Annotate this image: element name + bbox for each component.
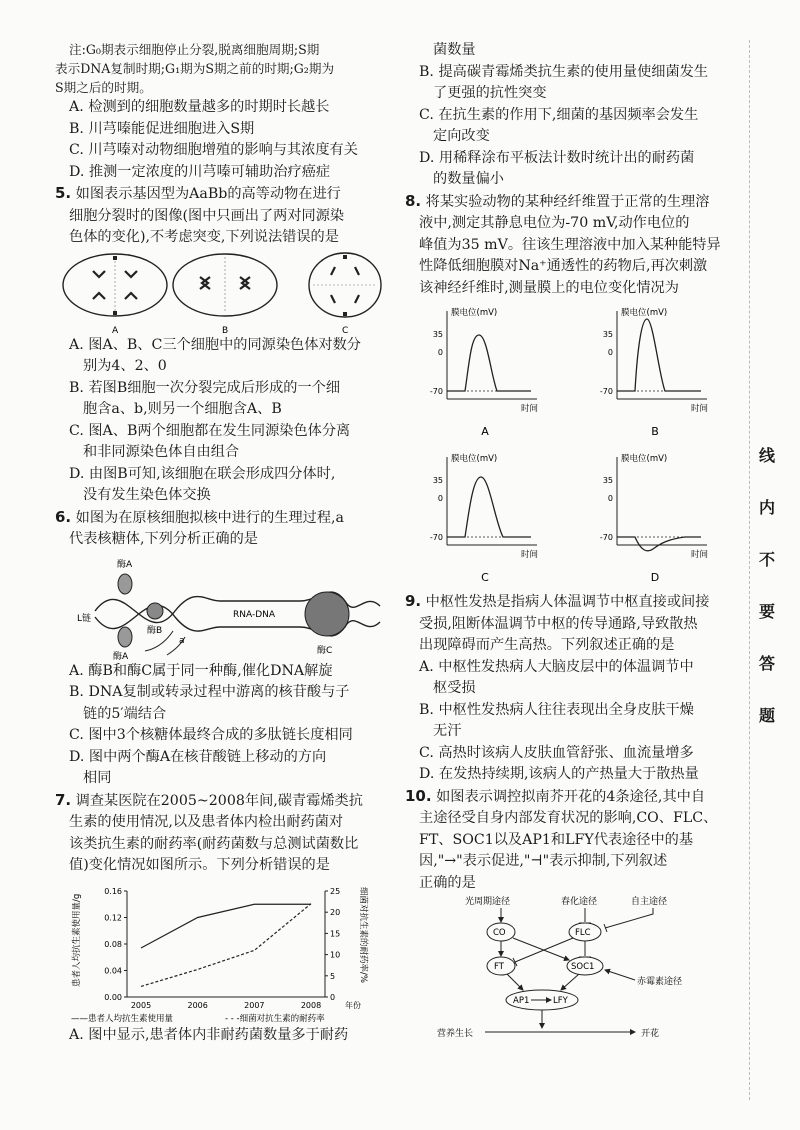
usage-series-line bbox=[141, 904, 311, 948]
margin-char: 不 bbox=[758, 550, 775, 569]
q6-option-a[interactable]: A. 酶B和酶C属于同一种酶,催化DNA解旋 bbox=[69, 662, 333, 679]
q9-option-a[interactable]: A. 中枢性发热病人大脑皮层中的体温调节中 bbox=[419, 658, 694, 675]
q7-option-c[interactable]: C. 在抗生素的作用下,细菌的基因频率会发生 bbox=[419, 106, 699, 123]
enzyme-a-top-label: 酶A bbox=[117, 559, 133, 570]
q9-option-b-cont: 无汗 bbox=[433, 723, 462, 739]
y-left-tick-label: 0.12 bbox=[104, 913, 122, 922]
q9-stem-line: 出现障碍而产生高热。下列叙述正确的是 bbox=[419, 637, 675, 653]
potential-graph-d bbox=[600, 453, 708, 584]
q4-option-a[interactable]: A. 检测到的细胞数量越多的时期时长越长 bbox=[69, 99, 330, 115]
enzyme-c-label: 酶C bbox=[317, 645, 333, 656]
graph-option-label[interactable]: B bbox=[651, 425, 659, 438]
q6-option-d[interactable]: D. 图中两个酶A在核苷酸链上移动的方向 bbox=[69, 748, 327, 765]
margin-char: 内 bbox=[758, 498, 775, 517]
q5-stem-line: 色体的变化),不考虑突变,下列说法错误的是 bbox=[69, 229, 339, 245]
soc1-gene-label: SOC1 bbox=[571, 962, 595, 972]
q5-option-b[interactable]: B. 若图B细胞一次分裂完成后形成的一个细 bbox=[69, 379, 341, 396]
q6-option-b[interactable]: B. DNA复制或转录过程中游离的核苷酸与子 bbox=[69, 684, 350, 700]
q7-number: 7. bbox=[55, 790, 72, 809]
action-potential-curve bbox=[447, 477, 531, 537]
q4-option-c[interactable]: C. 川芎嗪对动物细胞增殖的影响与其浓度有关 bbox=[69, 142, 358, 158]
tick-minus-70: -70 bbox=[599, 387, 613, 396]
graph-y-label: 膜电位(mV) bbox=[621, 308, 668, 318]
q7-option-d-cont: 的数量偏小 bbox=[433, 171, 504, 187]
margin-char: 答 bbox=[758, 654, 775, 673]
y-left-axis-label: 患者人均抗生素使用量/g bbox=[72, 893, 82, 987]
graph-option-label[interactable]: C bbox=[481, 571, 489, 584]
x-tick-label: 2007 bbox=[244, 1000, 265, 1010]
q4-option-d[interactable]: D. 推测一定浓度的川芎嗪可辅助治疗癌症 bbox=[69, 163, 331, 180]
note-line: S期之后的时期。 bbox=[55, 80, 152, 95]
q8-stem-line: 性降低细胞膜对Na⁺通透性的药物后,再次刺激 bbox=[419, 258, 708, 274]
q8-number: 8. bbox=[405, 191, 422, 210]
q10-flowering-pathway-diagram bbox=[405, 894, 735, 1044]
y-right-tick-label: 15 bbox=[330, 928, 341, 938]
potential-graph-b bbox=[600, 307, 708, 438]
tick-0: 0 bbox=[607, 494, 613, 503]
binding-line bbox=[749, 40, 750, 1100]
q6-option-c[interactable]: C. 图中3个核糖体最终合成的多肽链长度相同 bbox=[69, 727, 353, 743]
graph-x-label: 时间 bbox=[521, 404, 539, 414]
x-tick-label: 2006 bbox=[187, 1000, 208, 1010]
q9-option-a-cont: 枢受损 bbox=[433, 680, 476, 696]
q4-option-b[interactable]: B. 川芎嗪能促进细胞进入S期 bbox=[69, 120, 255, 137]
cell-c-label: C bbox=[342, 325, 349, 335]
tick-0: 0 bbox=[437, 494, 443, 503]
tick-minus-70: -70 bbox=[429, 533, 443, 542]
q5-option-a-cont: 别为4、2、0 bbox=[83, 358, 167, 374]
q9-option-d[interactable]: D. 在发热持续期,该病人的产热量大于散热量 bbox=[419, 766, 699, 782]
y-right-tick-label: 20 bbox=[330, 907, 341, 917]
tick-35: 35 bbox=[432, 476, 443, 485]
tick-35: 35 bbox=[602, 330, 613, 339]
q6-option-b-cont: 链的5′端结合 bbox=[83, 705, 167, 722]
graph-y-label: 膜电位(mV) bbox=[621, 454, 668, 464]
x-tick-label: 2005 bbox=[130, 1000, 152, 1010]
vernalization-pathway-label: 春化途径 bbox=[561, 897, 598, 907]
q7-option-a[interactable]: A. 图中显示,患者体内非耐药菌数量多于耐药 bbox=[69, 1026, 349, 1043]
cell-a-label: A bbox=[112, 325, 119, 335]
note-line: 表示DNA复制时期;G₁期为S期之前的时期;G₂期为 bbox=[55, 61, 335, 76]
graph-x-label: 时间 bbox=[691, 550, 709, 560]
q8-stem-line: 该神经纤维时,测量膜上的电位变化情况为 bbox=[419, 279, 679, 296]
y-right-axis-label: 细菌对抗生素的耐药率/% bbox=[358, 886, 368, 983]
q7-stem-line: 值)变化情况如图所示。下列分析错误的是 bbox=[69, 857, 330, 873]
q7-option-b[interactable]: B. 提高碳青霉烯类抗生素的使用量使细菌发生 bbox=[419, 63, 709, 80]
q5-option-a[interactable]: A. 图A、B、C三个细胞中的同源染色体对数分 bbox=[69, 336, 361, 353]
q7-stem-line: 生素的使用情况,以及患者体内检出耐药菌对 bbox=[69, 814, 344, 830]
potential-graph-c bbox=[430, 453, 538, 584]
y-right-tick-label: 5 bbox=[330, 971, 336, 981]
q5-cell-figure bbox=[55, 249, 385, 335]
note-line: 注:G₀期表示细胞停止分裂,脱离细胞周期;S期 bbox=[69, 42, 320, 57]
q6-stem-line: 代表核糖体,下列分析正确的是 bbox=[69, 531, 258, 547]
ap1-gene-label: AP1 bbox=[513, 996, 530, 1006]
q9-option-b[interactable]: B. 中枢性发热病人往往表现出全身皮肤干燥 bbox=[419, 701, 694, 718]
q5-option-c[interactable]: C. 图A、B两个细胞都在发生同源染色体分离 bbox=[69, 422, 351, 439]
l-chain-label: L链 bbox=[77, 613, 92, 624]
q5-number: 5. bbox=[55, 184, 72, 202]
legend-solid: ——患者人均抗生素使用量 bbox=[71, 1013, 174, 1024]
graph-y-label: 膜电位(mV) bbox=[451, 454, 498, 464]
ft-gene-label: FT bbox=[494, 962, 504, 972]
vegetative-growth-label: 营养生长 bbox=[437, 1029, 474, 1039]
q10-stem: 10. 如图表示调控拟南芥开花的4条途径,其中自 bbox=[405, 786, 706, 805]
action-potential-curve bbox=[617, 537, 701, 551]
q5-option-d-cont: 没有发生染色体交换 bbox=[83, 487, 211, 503]
graph-x-label: 时间 bbox=[691, 404, 709, 414]
q8-stem-line: 峰值为35 mV。往该生理溶液中加入某种能特异 bbox=[419, 236, 721, 253]
q6-option-d-cont: 相同 bbox=[83, 770, 112, 786]
q9-number: 9. bbox=[405, 592, 422, 610]
action-potential-curve bbox=[617, 319, 701, 391]
flowering-label: 开花 bbox=[641, 1029, 660, 1039]
q10-stem-line: FT、SOC1以及AP1和LFY代表途径中的基 bbox=[419, 831, 694, 848]
q5-stem-line: 细胞分裂时的图像(图中只画出了两对同源染 bbox=[69, 207, 345, 224]
enzyme-b-label: 酶B bbox=[147, 625, 163, 636]
left-column bbox=[55, 40, 385, 1046]
q9-stem: 9. 中枢性发热是指病人体温调节中枢直接或间接 bbox=[405, 592, 710, 610]
y-left-tick-label: 0.08 bbox=[104, 939, 122, 949]
graph-option-label[interactable]: A bbox=[481, 425, 489, 438]
q7-option-d[interactable]: D. 用稀释涂布平板法计数时统计出的耐药菌 bbox=[419, 149, 695, 166]
y-left-tick-label: 0.04 bbox=[104, 966, 122, 975]
ribosome-a-label: a bbox=[179, 635, 185, 646]
photoperiod-pathway-label: 光周期途径 bbox=[465, 897, 511, 907]
tick-35: 35 bbox=[432, 330, 443, 339]
q5-option-b-cont: 胞含a、b,则另一个细胞含A、B bbox=[83, 401, 282, 417]
y-right-tick-label: 25 bbox=[330, 886, 341, 896]
q10-stem-line: 主途径受自身内部发育状况的影响,CO、FLC、 bbox=[419, 810, 718, 826]
tick-0: 0 bbox=[437, 348, 443, 357]
q6-transcription-figure bbox=[55, 551, 385, 661]
y-right-tick-label: 10 bbox=[330, 950, 341, 960]
flc-gene-label: FLC bbox=[575, 928, 591, 938]
right-column bbox=[405, 40, 735, 1044]
graph-x-label: 时间 bbox=[521, 550, 539, 560]
y-right-tick-label: 0 bbox=[330, 992, 336, 1002]
lfy-gene-label: LFY bbox=[553, 996, 568, 1006]
x-tick-label: 2008 bbox=[300, 1000, 322, 1010]
margin-char: 线 bbox=[758, 446, 775, 465]
action-potential-curve bbox=[447, 335, 531, 391]
q9-option-c[interactable]: C. 高热时该病人皮肤血管舒张、血流量增多 bbox=[419, 744, 694, 761]
q7-option-a-cont: 菌数量 bbox=[433, 42, 476, 58]
tick-minus-70: -70 bbox=[429, 387, 443, 396]
x-axis-label: 年份 bbox=[345, 1000, 361, 1010]
graph-option-label[interactable]: D bbox=[650, 571, 660, 584]
tick-35: 35 bbox=[602, 476, 613, 485]
q8-stem: 8. 将某实验动物的某种经纤维置于正常的生理溶 bbox=[405, 191, 710, 210]
q7-stem: 7. 调查某医院在2005~2008年间,碳青霉烯类抗 bbox=[55, 790, 363, 809]
resistance-series-line bbox=[141, 903, 311, 986]
q6-number: 6. bbox=[55, 507, 72, 526]
margin-char: 题 bbox=[758, 706, 775, 725]
y-left-tick-label: 0.00 bbox=[104, 992, 122, 1002]
rna-dna-label: RNA-DNA bbox=[233, 609, 276, 620]
q7-option-c-cont: 定向改变 bbox=[433, 128, 490, 144]
co-gene-label: CO bbox=[493, 928, 506, 938]
legend-dashed: - - -细菌对抗生素的耐药率 bbox=[225, 1013, 325, 1024]
q7-stem-line: 该类抗生素的耐药率(耐药菌数与总测试菌数比 bbox=[69, 835, 359, 852]
tick-0: 0 bbox=[607, 348, 613, 357]
tick-minus-70: -70 bbox=[599, 533, 613, 542]
autonomous-pathway-label: 自主途径 bbox=[631, 897, 668, 907]
enzyme-a-bottom-label: 酶A bbox=[113, 651, 129, 661]
margin-char: 要 bbox=[758, 602, 775, 621]
q8-stem-line: 液中,测定其静息电位为-70 mV,动作电位的 bbox=[419, 215, 690, 231]
q10-stem-line: 正确的是 bbox=[419, 874, 476, 891]
y-left-tick-label: 0.16 bbox=[104, 886, 122, 896]
q6-stem: 6. 如图为在原核细胞拟核中进行的生理过程,a bbox=[55, 507, 345, 526]
q7-option-b-cont: 了更强的抗性突变 bbox=[433, 85, 547, 101]
graph-y-label: 膜电位(mV) bbox=[451, 308, 498, 318]
q5-option-c-cont: 和非同源染色体自由组合 bbox=[83, 444, 240, 460]
q5-option-d[interactable]: D. 由图B可知,该细胞在联会形成四分体时, bbox=[69, 465, 336, 482]
potential-graph-a bbox=[430, 307, 538, 438]
cell-b-label: B bbox=[222, 325, 229, 335]
binding-margin-notice bbox=[752, 430, 782, 742]
q7-antibiotic-chart bbox=[55, 877, 385, 1025]
q10-stem-line: 因,"→"表示促进,"⊣"表示抑制,下列叙述 bbox=[419, 853, 668, 869]
q10-number: 10. bbox=[405, 786, 432, 805]
q8-membrane-potential-graphs bbox=[405, 299, 735, 591]
q9-stem-line: 受损,阻断体温调节中枢的传导通路,导致散热 bbox=[419, 615, 698, 632]
q5-stem: 5. 如图表示基因型为AaBb的高等动物在进行 bbox=[55, 184, 341, 202]
gibberellin-pathway-label: 赤霉素途径 bbox=[637, 977, 683, 987]
